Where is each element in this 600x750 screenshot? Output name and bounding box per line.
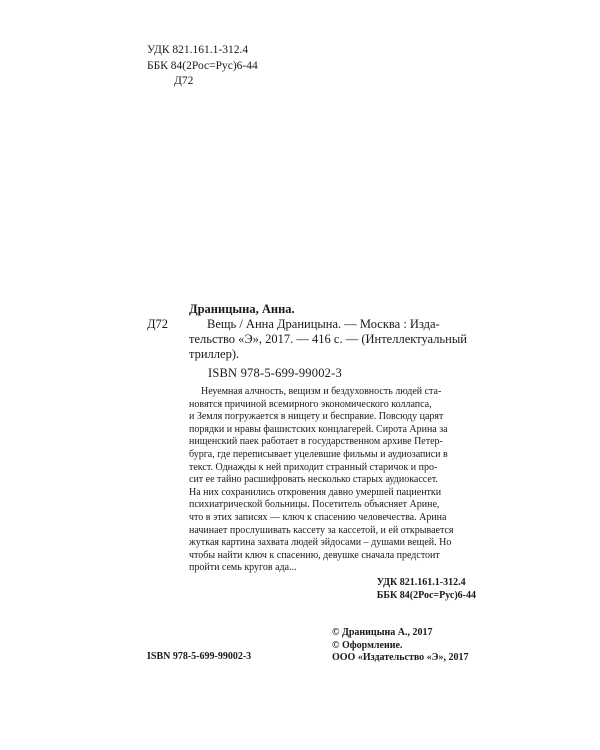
annotation-text <box>189 386 467 575</box>
author-heading: Драницына, Анна. <box>189 302 295 316</box>
annotation-line: На них сохранились откровения давно умершей пациентки <box>189 486 442 498</box>
bbk-code: ББК 84(2Рос=Рус)6-44 <box>147 59 258 72</box>
bottom-isbn: ISBN 978-5-699-99002-3 <box>147 651 252 662</box>
annotation-line: нищенский паек работает в государственном архиве Петер- <box>189 436 443 448</box>
biblio-line: Вещь / Анна Драницына. — Москва : Изда- <box>207 317 440 331</box>
copyright-line: © Оформление. <box>332 639 403 651</box>
annotation-line: пройти семь кругов ада... <box>189 562 297 574</box>
catalog-isbn: ISBN 978-5-699-99002-3 <box>208 366 342 380</box>
catalog-record <box>147 302 477 362</box>
annotation-line: жуткая картина захвата людей эйдосами – душами вещей. Но <box>189 537 452 549</box>
udk-code: УДК 821.161.1-312.4 <box>147 44 249 56</box>
top-classification-codes <box>147 43 258 90</box>
annotation-line: Неуемная алчность, вещизм и бездуховность людей ста- <box>201 386 442 397</box>
copyright-line: © Драницына А., 2017 <box>332 627 433 638</box>
copyright-line: ООО «Издательство «Э», 2017 <box>332 652 469 663</box>
author-sign: Д72 <box>174 75 194 87</box>
bottom-udk-code: УДК 821.161.1-312.4 <box>376 577 466 588</box>
annotation-line: порядки и нравы фашистских концлагерей. Сирота Арина за <box>189 423 448 435</box>
annotation-line: начинает прослушивать кассету за кассетой, и ей открывается <box>189 524 454 536</box>
copyright-block <box>332 627 468 665</box>
annotation-line: новятся причиной всемирного экономического коллапса, <box>189 398 432 410</box>
catalog-author-sign: Д72 <box>147 317 169 331</box>
annotation-line: бурга, где переписывает уцелевшие фильмы и аудиозаписи в <box>189 448 448 460</box>
bottom-classification-codes <box>377 577 476 602</box>
annotation-line: сит ее тайно расшифровать несколько старых аудиокассет. <box>189 474 438 486</box>
annotation-line: психиатрической больницы. Посетитель объясняет Арине, <box>189 499 440 511</box>
catalog-description-row <box>147 317 477 362</box>
annotation-line: что в этих записях — ключ к спасению человечества. Арина <box>189 511 447 523</box>
annotation-line: чтобы найти ключ к спасению, девушке сначала предстоит <box>189 549 440 561</box>
biblio-line: триллер). <box>189 347 240 361</box>
bibliographic-description <box>189 317 477 362</box>
annotation-line: текст. Однажды к ней приходит странный старичок и про- <box>189 461 438 473</box>
bottom-bbk-code: ББК 84(2Рос=Рус)6-44 <box>376 589 476 601</box>
biblio-line: тельство «Э», 2017. — 416 с. — (Интеллектуальный <box>189 332 467 346</box>
annotation-line: и Земля погружается в нищету и бесправие. Повсюду царят <box>189 411 444 423</box>
